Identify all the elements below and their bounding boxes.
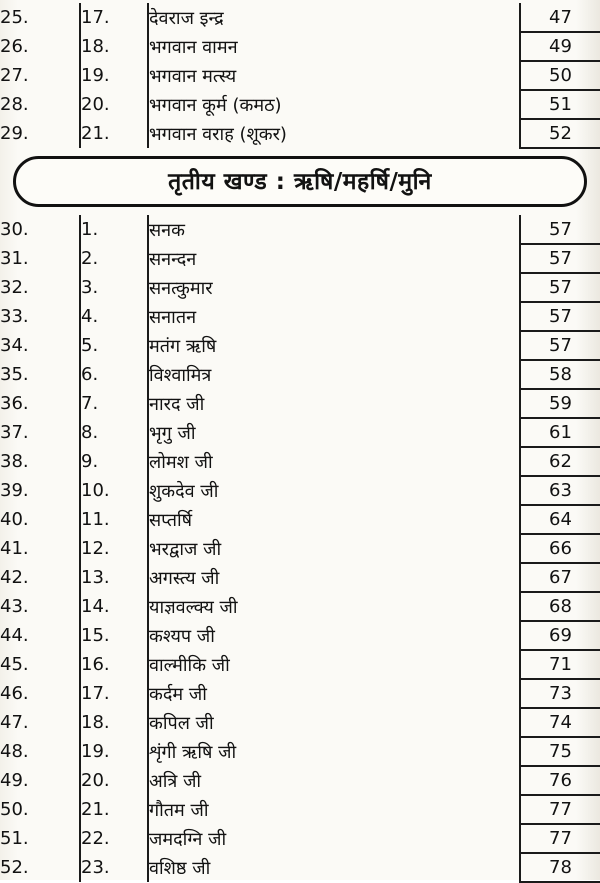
page-number: 49	[520, 32, 600, 61]
page-number: 52	[520, 119, 600, 148]
entry-title: याज्ञवल्क्य जी	[149, 596, 238, 618]
entry-title: भृगु जी	[149, 422, 196, 444]
toc-row	[0, 824, 600, 853]
page-number: 66	[520, 534, 600, 563]
entry-title: शुकदेव जी	[149, 480, 219, 502]
serial-number: 50.	[0, 795, 80, 824]
toc-row	[0, 215, 600, 244]
page-number: 77	[520, 795, 600, 824]
entry-title: वशिष्ठ जी	[149, 857, 211, 879]
toc-row	[0, 505, 600, 534]
page-number: 69	[520, 621, 600, 650]
item-number: 9.	[80, 447, 148, 476]
serial-number: 36.	[0, 389, 80, 418]
toc-table-part1	[0, 3, 600, 149]
entry-title: भरद्वाज जी	[149, 538, 222, 560]
item-number: 19.	[80, 61, 148, 90]
entry-title: कपिल जी	[149, 712, 214, 734]
item-number: 14.	[80, 592, 148, 621]
entry-title: सनन्दन	[149, 248, 197, 270]
item-number: 11.	[80, 505, 148, 534]
serial-number: 46.	[0, 679, 80, 708]
toc-table-part2	[0, 215, 600, 883]
item-number: 12.	[80, 534, 148, 563]
serial-number: 30.	[0, 215, 80, 244]
serial-number: 40.	[0, 505, 80, 534]
page-number: 77	[520, 824, 600, 853]
toc-row	[0, 302, 600, 331]
item-number: 7.	[80, 389, 148, 418]
entry-title: अगस्त्य जी	[149, 567, 220, 589]
serial-number: 34.	[0, 331, 80, 360]
entry-title: सनातन	[149, 306, 197, 328]
serial-number: 51.	[0, 824, 80, 853]
item-number: 15.	[80, 621, 148, 650]
item-number: 6.	[80, 360, 148, 389]
toc-row	[0, 61, 600, 90]
toc-row	[0, 389, 600, 418]
item-number: 13.	[80, 563, 148, 592]
serial-number: 39.	[0, 476, 80, 505]
section-header	[13, 156, 587, 207]
page-number: 57	[520, 215, 600, 244]
entry-title: भगवान कूर्म (कमठ)	[149, 94, 282, 116]
entry-title: गौतम जी	[149, 799, 209, 821]
entry-title: सनक	[149, 219, 185, 241]
entry-title: विश्वामित्र	[149, 364, 212, 386]
entry-title: भगवान वराह (शूकर)	[149, 123, 287, 145]
page-number: 68	[520, 592, 600, 621]
item-number: 17.	[80, 3, 148, 32]
toc-row	[0, 360, 600, 389]
serial-number: 38.	[0, 447, 80, 476]
serial-number: 28.	[0, 90, 80, 119]
entry-title: मतंग ऋषि	[149, 335, 217, 357]
item-number: 18.	[80, 32, 148, 61]
serial-number: 52.	[0, 853, 80, 882]
toc-row	[0, 621, 600, 650]
serial-number: 32.	[0, 273, 80, 302]
serial-number: 42.	[0, 563, 80, 592]
page-number: 57	[520, 273, 600, 302]
entry-title: देवराज इन्द्र	[149, 7, 224, 29]
item-number: 1.	[80, 215, 148, 244]
page-number: 73	[520, 679, 600, 708]
toc-row	[0, 3, 600, 32]
page-number: 78	[520, 853, 600, 882]
page-number: 62	[520, 447, 600, 476]
serial-number: 37.	[0, 418, 80, 447]
serial-number: 26.	[0, 32, 80, 61]
item-number: 18.	[80, 708, 148, 737]
entry-title: लोमश जी	[149, 451, 213, 473]
page-number: 59	[520, 389, 600, 418]
entry-title: सप्तर्षि	[149, 509, 193, 531]
item-number: 23.	[80, 853, 148, 882]
serial-number: 45.	[0, 650, 80, 679]
toc-row	[0, 476, 600, 505]
toc-row	[0, 679, 600, 708]
serial-number: 48.	[0, 737, 80, 766]
page-number: 50	[520, 61, 600, 90]
entry-title: जमदग्नि जी	[149, 828, 227, 850]
item-number: 5.	[80, 331, 148, 360]
serial-number: 27.	[0, 61, 80, 90]
page-number: 57	[520, 331, 600, 360]
serial-number: 43.	[0, 592, 80, 621]
toc-row	[0, 708, 600, 737]
serial-number: 47.	[0, 708, 80, 737]
serial-number: 35.	[0, 360, 80, 389]
page-number: 64	[520, 505, 600, 534]
item-number: 19.	[80, 737, 148, 766]
toc-row	[0, 534, 600, 563]
item-number: 8.	[80, 418, 148, 447]
toc-row	[0, 90, 600, 119]
toc-row	[0, 592, 600, 621]
entry-title: शृंगी ऋषि जी	[149, 741, 237, 763]
serial-number: 29.	[0, 119, 80, 148]
page-number: 75	[520, 737, 600, 766]
page-number: 57	[520, 244, 600, 273]
serial-number: 49.	[0, 766, 80, 795]
toc-row	[0, 119, 600, 148]
page-number: 63	[520, 476, 600, 505]
page-number: 74	[520, 708, 600, 737]
toc-row	[0, 650, 600, 679]
toc-row	[0, 853, 600, 882]
page-number: 61	[520, 418, 600, 447]
toc-row	[0, 273, 600, 302]
item-number: 22.	[80, 824, 148, 853]
entry-title: अत्रि जी	[149, 770, 202, 792]
toc-row	[0, 418, 600, 447]
item-number: 2.	[80, 244, 148, 273]
entry-title: भगवान वामन	[149, 36, 238, 58]
toc-row	[0, 737, 600, 766]
item-number: 4.	[80, 302, 148, 331]
item-number: 21.	[80, 119, 148, 148]
entry-title: भगवान मत्स्य	[149, 65, 237, 87]
entry-title: वाल्मीकि जी	[149, 654, 230, 676]
item-number: 21.	[80, 795, 148, 824]
toc-row	[0, 331, 600, 360]
entry-title: नारद जी	[149, 393, 205, 415]
toc-row	[0, 32, 600, 61]
item-number: 20.	[80, 90, 148, 119]
toc-row	[0, 447, 600, 476]
toc-row	[0, 795, 600, 824]
entry-title: कश्यप जी	[149, 625, 215, 647]
page-number: 67	[520, 563, 600, 592]
page-number: 57	[520, 302, 600, 331]
item-number: 16.	[80, 650, 148, 679]
section-title-text: तृतीय खण्ड : ऋषि/महर्षि/मुनि	[168, 169, 432, 195]
item-number: 3.	[80, 273, 148, 302]
serial-number: 25.	[0, 3, 80, 32]
item-number: 17.	[80, 679, 148, 708]
serial-number: 31.	[0, 244, 80, 273]
toc-row	[0, 563, 600, 592]
page-number: 71	[520, 650, 600, 679]
entry-title: सनत्कुमार	[149, 277, 213, 299]
toc-row	[0, 766, 600, 795]
toc-row	[0, 244, 600, 273]
page-number: 58	[520, 360, 600, 389]
page-number: 76	[520, 766, 600, 795]
entry-title: कर्दम जी	[149, 683, 207, 705]
page-number: 47	[520, 3, 600, 32]
item-number: 20.	[80, 766, 148, 795]
serial-number: 41.	[0, 534, 80, 563]
serial-number: 44.	[0, 621, 80, 650]
item-number: 10.	[80, 476, 148, 505]
page-number: 51	[520, 90, 600, 119]
serial-number: 33.	[0, 302, 80, 331]
